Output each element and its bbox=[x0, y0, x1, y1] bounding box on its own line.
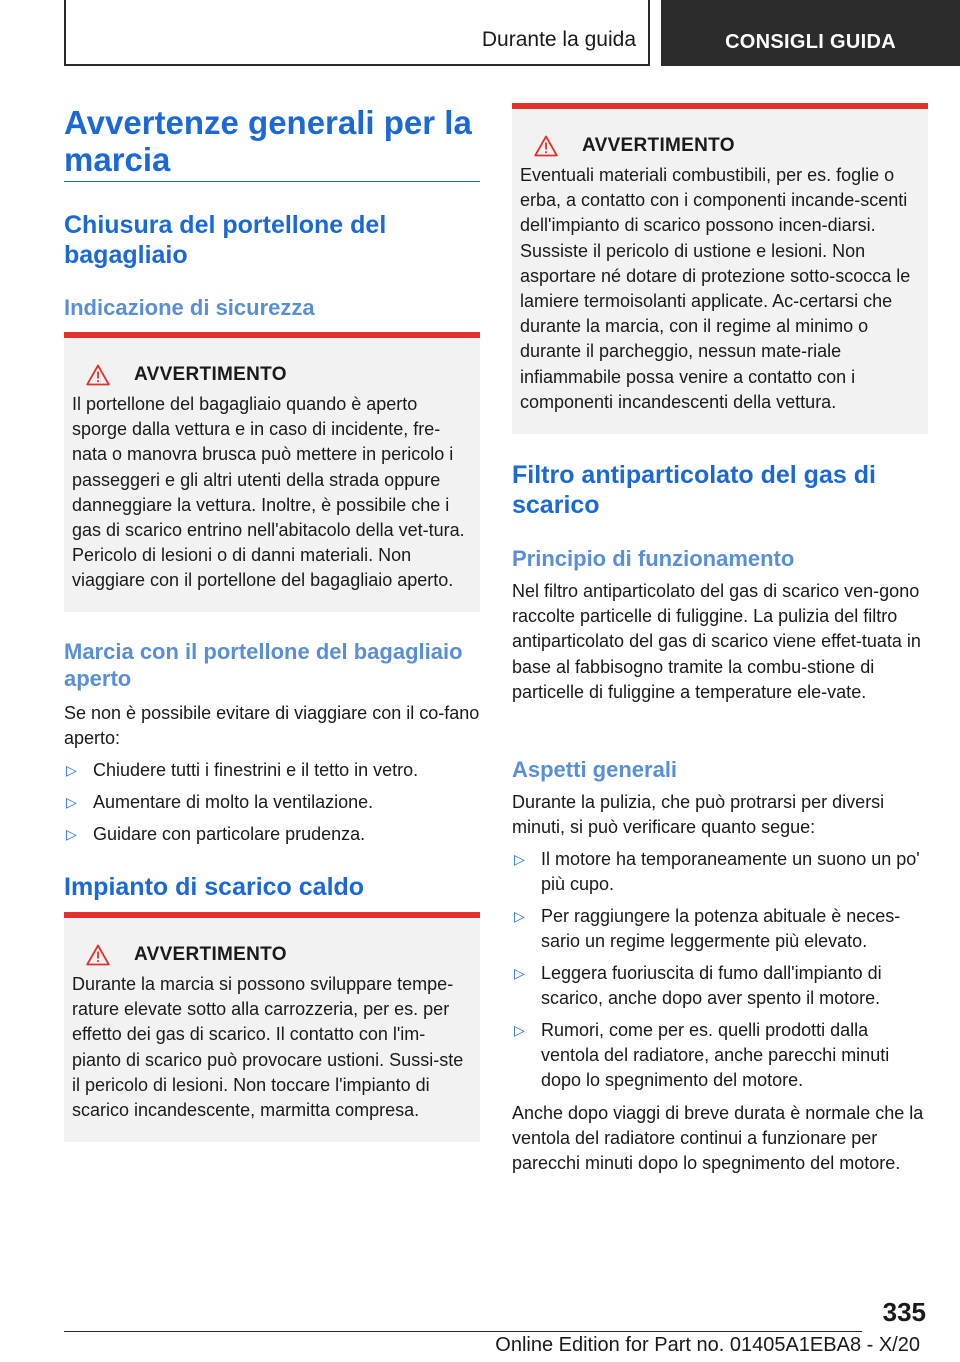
general-heading: Aspetti generali bbox=[512, 757, 678, 782]
warning-label: AVVERTIMENTO bbox=[582, 135, 735, 156]
warning-text: Eventuali materiali combustibili, per es. foglie o erba, a contatto con i componenti incande-scenti dell'impianto di scarico possono incen-diarsi. Sussiste il pericolo di ustione e lesioni. Non asportare né dotare di protezione sotto-scocca le lamiere termoisolanti applicate. Ac-certarsi che durante la marcia, con il regime al minimo o durante il parcheggio, nessun mate-riale infiammabile possa venire a contatto con i componenti incandescenti della vettura. bbox=[520, 165, 911, 412]
page-number: 335 bbox=[882, 1297, 926, 1327]
tailgate-heading: Chiusura del portellone del bagagliaio bbox=[64, 211, 387, 269]
footer-rule bbox=[64, 1331, 862, 1332]
safety-heading: Indicazione di sicurezza bbox=[64, 295, 315, 320]
warning-label: AVVERTIMENTO bbox=[134, 944, 287, 965]
page-title: Avvertenze generali per la marcia bbox=[64, 104, 472, 178]
list-item: ▷ Guidare con particolare prudenza. bbox=[64, 822, 480, 847]
bullet-triangle-icon: ▷ bbox=[514, 965, 525, 981]
header-bottom-rule bbox=[64, 64, 650, 66]
warning-label: AVVERTIMENTO bbox=[134, 364, 287, 385]
warning-header bbox=[72, 362, 472, 388]
bullet-triangle-icon: ▷ bbox=[514, 908, 525, 924]
warning-header bbox=[72, 942, 472, 968]
warning-triangle-icon bbox=[534, 135, 558, 157]
list-item: ▷ Rumori, come per es. quelli prodotti dalla ventola del radiatore, anche parecchi minuti dopo lo spegnimento del motore. bbox=[512, 1018, 928, 1094]
bullet-triangle-icon: ▷ bbox=[66, 762, 77, 778]
bullet-triangle-icon: ▷ bbox=[66, 825, 77, 842]
warning-text: Durante la marcia si possono sviluppare tempe-rature elevate sotto alla carrozzeria, per es. per effetto dei gas di scarico. Il contatto con l'im-pianto di scarico può provocare ustioni. Sussi-ste il pericolo di lesioni. Non toccare l'impianto di scarico incandescente, marmitta compresa. bbox=[72, 974, 464, 1121]
warning-triangle-icon bbox=[86, 364, 110, 386]
list-item: ▷ Leggera fuoriuscita di fumo dall'impianto di scarico, anche dopo aver spento il motore. bbox=[512, 961, 928, 1011]
particulate-filter-heading: Filtro antiparticolato del gas di scarico bbox=[512, 461, 876, 519]
hot-exhaust-heading: Impianto di scarico caldo bbox=[64, 873, 365, 901]
bullet-triangle-icon: ▷ bbox=[514, 1022, 525, 1038]
general-list bbox=[512, 847, 928, 1100]
open-tailgate-intro: Se non è possibile evitare di viaggiare con il co-fano aperto: bbox=[64, 703, 480, 749]
warning-box-tailgate bbox=[64, 332, 480, 612]
list-item: ▷ Chiudere tutti i finestrini e il tetto in vetro. bbox=[64, 758, 480, 783]
footer-edition: Online Edition for Part no. 01405A1EBA8 - X/20 bbox=[495, 1334, 920, 1356]
list-item: ▷ Il motore ha temporaneamente un suono un po' più cupo. bbox=[512, 847, 928, 897]
general-outro: Anche dopo viaggi di breve durata è normale che la ventola del radiatore continui a funzionare per parecchi minuti dopo lo spegnimento del motore. bbox=[512, 1103, 924, 1174]
open-tailgate-list bbox=[64, 758, 480, 853]
warning-box-exhaust bbox=[64, 912, 480, 1142]
open-tailgate-heading: Marcia con il portellone del bagagliaio aperto bbox=[64, 639, 463, 691]
warning-header bbox=[520, 133, 920, 159]
title-rule bbox=[64, 181, 480, 182]
list-item: ▷ Aumentare di molto la ventilazione. bbox=[64, 790, 480, 815]
warning-triangle-icon bbox=[86, 944, 110, 966]
header-chapter-tab: CONSIGLI GUIDA bbox=[661, 0, 960, 66]
principle-heading: Principio di funzionamento bbox=[512, 546, 795, 571]
list-item: ▷ Per raggiungere la potenza abituale è neces-sario un regime leggermente più elevato. bbox=[512, 904, 928, 954]
general-intro: Durante la pulizia, che può protrarsi per diversi minuti, si può verificare quanto segue: bbox=[512, 792, 885, 838]
bullet-triangle-icon: ▷ bbox=[514, 851, 525, 867]
header-section-title: Durante la guida bbox=[481, 28, 636, 51]
bullet-triangle-icon: ▷ bbox=[66, 793, 77, 810]
header-divider bbox=[648, 0, 650, 66]
warning-text: Il portellone del bagagliaio quando è aperto sporge dalla vettura e in caso di incidente, fre-nata o manovra brusca può mettere in pericolo i passeggeri e gli altri utenti della strada oppure danneggiare la vettura. Inoltre, è possibile che i gas di scarico entrino nell'abitacolo della vet-tura. Pericolo di lesioni o di danni materiali. Non viaggiare con il portellone del bagagliaio aperto. bbox=[72, 394, 465, 591]
warning-box-combustible bbox=[512, 103, 928, 434]
principle-text: Nel filtro antiparticolato del gas di scarico ven-gono raccolte particelle di fuliggine. La pulizia del filtro antiparticolato del gas di scarico viene effet-tuata in base al fabbisogno tramite la combu-stione di particelle di fuliggine a temperature ele-vate. bbox=[512, 581, 921, 702]
